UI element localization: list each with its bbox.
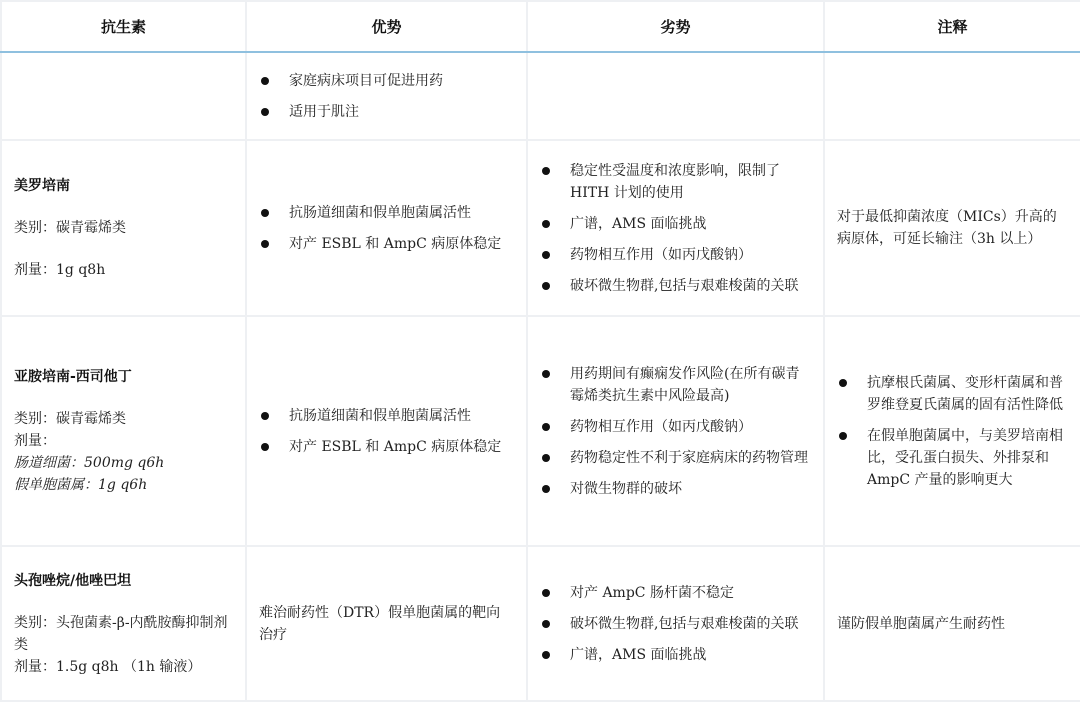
disadvantages-cell (527, 546, 824, 701)
bullet-icon (542, 651, 550, 659)
list-item: 抗摩根氏菌属、变形杆菌属和普罗维登夏氏菌属的固有活性降低 (837, 372, 1068, 416)
list-item: 在假单胞菌属中，与美罗培南相比，受孔蛋白损失、外排泵和AmpC 产量的影响更大 (837, 425, 1068, 491)
disadvantages-list (540, 160, 811, 297)
disadvantages-cell (527, 140, 824, 316)
advantages-list (259, 202, 514, 255)
header-advantages: 优势 (246, 1, 527, 52)
advantages-cell (246, 546, 527, 701)
bullet-icon (261, 77, 269, 85)
drug-category: 类别：头孢菌素-β-内酰胺酶抑制剂类 (14, 614, 228, 653)
bullet-icon (261, 412, 269, 420)
bullet-icon (839, 379, 847, 387)
disadvantages-list (540, 363, 811, 500)
list-item: 药物相互作用（如丙戊酸钠） (540, 416, 811, 438)
bullet-icon (542, 282, 550, 290)
drug-dose-pseudomonas: 假单胞菌属：1g q6h (14, 477, 148, 493)
list-item: 广谱，AMS 面临挑战 (540, 644, 811, 666)
list-item: 抗肠道细菌和假单胞菌属活性 (259, 202, 514, 224)
notes-cell (824, 316, 1080, 546)
bullet-icon (261, 209, 269, 217)
header-antibiotic: 抗生素 (1, 1, 246, 52)
list-item: 药物相互作用（如丙戊酸钠） (540, 244, 811, 266)
header-notes: 注释 (824, 1, 1080, 52)
drug-cell (1, 316, 246, 546)
bullet-icon (542, 454, 550, 462)
drug-cell (1, 140, 246, 316)
disadvantages-cell (527, 316, 824, 546)
bullet-icon (542, 167, 550, 175)
list-item: 药物稳定性不利于家庭病床的药物管理 (540, 447, 811, 469)
bullet-icon (542, 485, 550, 493)
notes-text: 谨防假单胞菌属产生耐药性 (837, 615, 1005, 632)
bullet-icon (542, 423, 550, 431)
table-row (1, 546, 1080, 701)
list-item: 抗肠道细菌和假单胞菌属活性 (259, 405, 514, 427)
disadvantages-cell (527, 52, 824, 140)
advantages-list (259, 70, 514, 123)
list-item: 破坏微生物群,包括与艰难梭菌的关联 (540, 275, 811, 297)
bullet-icon (542, 220, 550, 228)
drug-category: 类别：碳青霉烯类 (14, 411, 126, 427)
bullet-icon (261, 108, 269, 116)
advantages-list (259, 405, 514, 458)
list-item: 对产 AmpC 肠杆菌不稳定 (540, 582, 811, 604)
table-row (1, 52, 1080, 140)
list-item: 破坏微生物群,包括与艰难梭菌的关联 (540, 613, 811, 635)
drug-name: 美罗培南 (14, 178, 70, 194)
drug-cell (1, 52, 246, 140)
list-item: 对产 ESBL 和 AmpC 病原体稳定 (259, 233, 514, 255)
bullet-icon (542, 589, 550, 597)
drug-dose: 剂量：1.5g q8h （1h 输液） (14, 658, 202, 675)
list-item: 对微生物群的破坏 (540, 478, 811, 500)
list-item: 适用于肌注 (259, 101, 514, 123)
table-row (1, 316, 1080, 546)
list-item: 家庭病床项目可促进用药 (259, 70, 514, 92)
drug-cell (1, 546, 246, 701)
list-item: 对产 ESBL 和 AmpC 病原体稳定 (259, 436, 514, 458)
drug-category: 类别：碳青霉烯类 (14, 220, 126, 236)
notes-cell (824, 52, 1080, 140)
advantages-cell (246, 52, 527, 140)
drug-dose-label: 剂量： (14, 433, 56, 449)
drug-dose: 剂量：1g q8h (14, 262, 106, 278)
notes-text: 对于最低抑菌浓度（MICs）升高的病原体，可延长输注（3h 以上） (837, 209, 1057, 247)
bullet-icon (261, 240, 269, 248)
bullet-icon (542, 620, 550, 628)
advantages-text: 难治耐药性（DTR）假单胞菌属的靶向治疗 (259, 604, 501, 643)
disadvantages-list (540, 582, 811, 666)
advantages-cell (246, 316, 527, 546)
bullet-icon (542, 370, 550, 378)
bullet-icon (261, 443, 269, 451)
drug-name: 亚胺培南-西司他丁 (14, 369, 132, 385)
notes-list (837, 372, 1068, 491)
list-item: 广谱，AMS 面临挑战 (540, 213, 811, 235)
list-item: 稳定性受温度和浓度影响，限制了HITH 计划的使用 (540, 160, 811, 204)
bullet-icon (542, 251, 550, 259)
bullet-icon (839, 432, 847, 440)
header-row (1, 1, 1080, 52)
header-disadvantages: 劣势 (527, 1, 824, 52)
notes-cell (824, 140, 1080, 316)
drug-dose-enteric: 肠道细菌：500mg q6h (14, 455, 165, 471)
drug-name: 头孢唑烷/他唑巴坦 (14, 572, 132, 589)
advantages-cell (246, 140, 527, 316)
table-row (1, 140, 1080, 316)
list-item: 用药期间有癫痫发作风险(在所有碳青霉烯类抗生素中风险最高) (540, 363, 811, 407)
notes-cell (824, 546, 1080, 701)
